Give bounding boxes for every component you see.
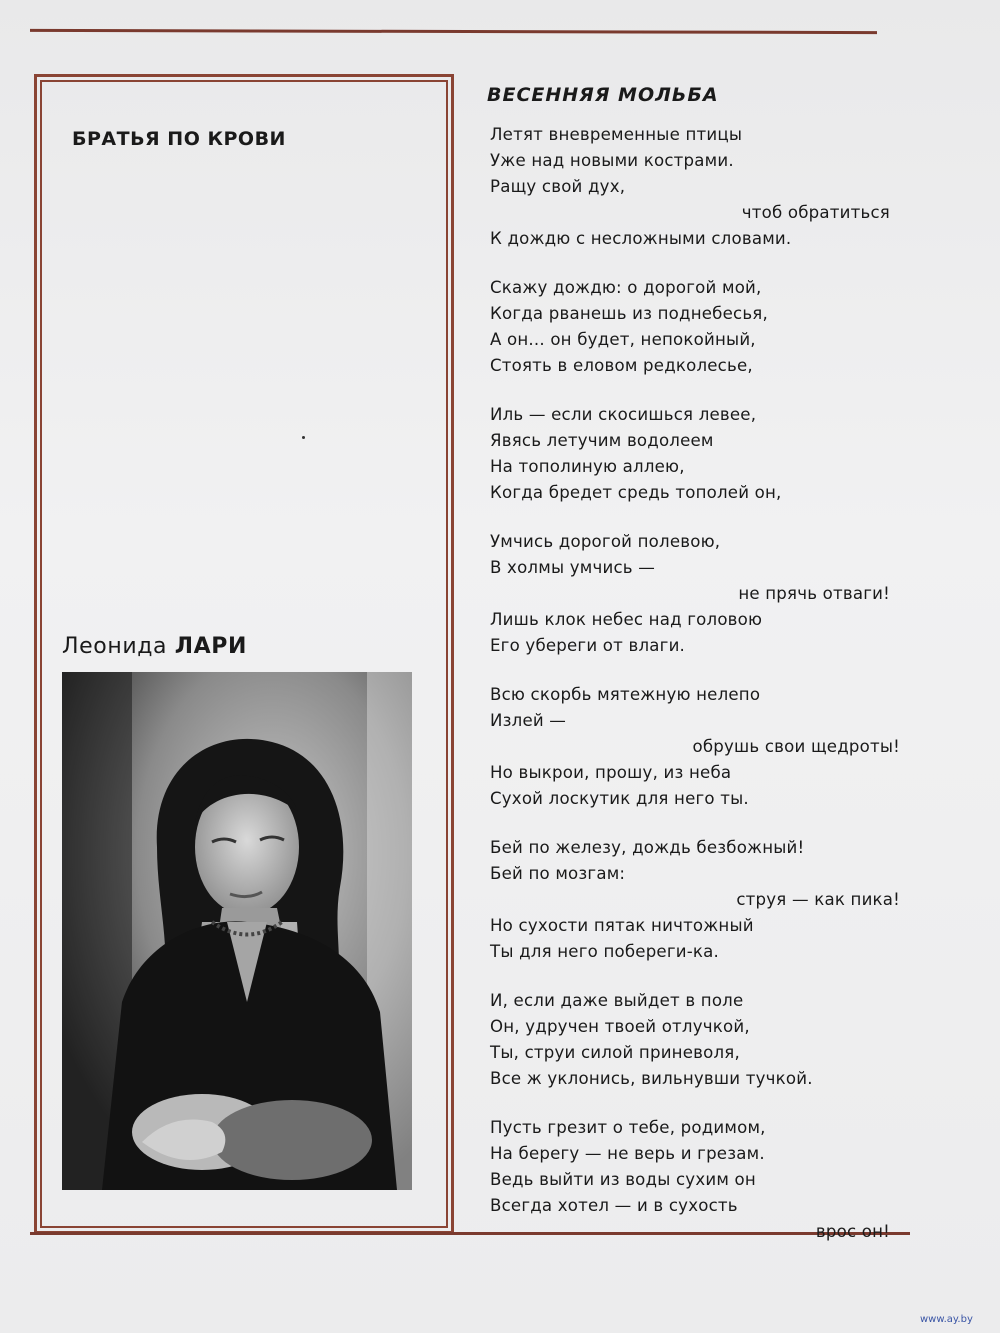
poem-line: Пусть грезит о тебе, родимом, [490,1118,766,1137]
poem-line: Иль — если скосишься левее, [490,405,757,424]
poem-line: На тополиную аллею, [490,457,685,476]
poem-line: Явясь летучим водолеем [490,431,714,450]
poem-line: Бей по железу, дождь безбожный! [490,838,805,857]
poem-line: На берегу — не верь и грезам. [490,1144,765,1163]
poem-line: врос он! [815,1222,890,1241]
poem-line: Когда бредет средь тополей он, [490,483,782,502]
portrait-illustration [62,672,412,1190]
print-dot [302,436,305,439]
poem-body [490,122,910,1245]
author-portrait-photo [62,672,412,1190]
poem-line: Уже над новыми кострами. [490,151,734,170]
poem-line: Всегда хотел — и в сухость [490,1196,738,1215]
poem-line: Бей по мозгам: [490,864,626,883]
author-name [62,634,247,659]
poem-line: Лишь клок небес над головою [490,610,763,629]
poem-line: обрушь свои щедроты! [692,737,900,756]
poem-line: Но сухости пятак ничтожный [490,916,754,935]
poem-line: не прячь отваги! [738,584,890,603]
poem-line: А он... он будет, непокойный, [490,330,756,349]
poem-line: чтоб обратиться [741,203,890,222]
poem-line: Ты, струи силой приневоля, [490,1043,740,1062]
poem-line: Все ж уклонись, вильнувши тучкой. [490,1069,813,1088]
author-first-name: Леонида [62,634,168,659]
section-title: БРАТЬЯ ПО КРОВИ [72,128,286,150]
poem-line: Когда рванешь из поднебесья, [490,304,768,323]
poem-line: Всю скорбь мятежную нелепо [490,685,761,704]
poem-line: И, если даже выйдет в поле [490,991,744,1010]
watermark: www.ay.by [920,1314,973,1325]
poem-line: Ращу свой дух, [490,177,626,196]
top-rule [30,29,877,34]
poem-line: Ведь выйти из воды сухим он [490,1170,756,1189]
poem-line: Сухой лоскутик для него ты. [490,789,749,808]
poem-line: Ты для него побереги-ка. [490,942,719,961]
poem-line: струя — как пика! [736,890,900,909]
poem-line: Летят вневременные птицы [490,125,743,144]
poem-line: К дождю с несложными словами. [490,229,792,248]
poem-line: В холмы умчись — [490,558,656,577]
poem-line: Но выкрои, прошу, из неба [490,763,732,782]
poem-line: Умчись дорогой полевою, [490,532,721,551]
author-last-name: ЛАРИ [174,634,247,659]
poem-title: ВЕСЕННЯЯ МОЛЬБА [487,84,719,106]
poem-line: Скажу дождю: о дорогой мой, [490,278,762,297]
poem-line: Его убереги от влаги. [490,636,686,655]
poem-line: Излей — [490,711,567,730]
poem-line: Он, удручен твоей отлучкой, [490,1017,750,1036]
poem-line: Стоять в еловом редколесье, [490,356,753,375]
